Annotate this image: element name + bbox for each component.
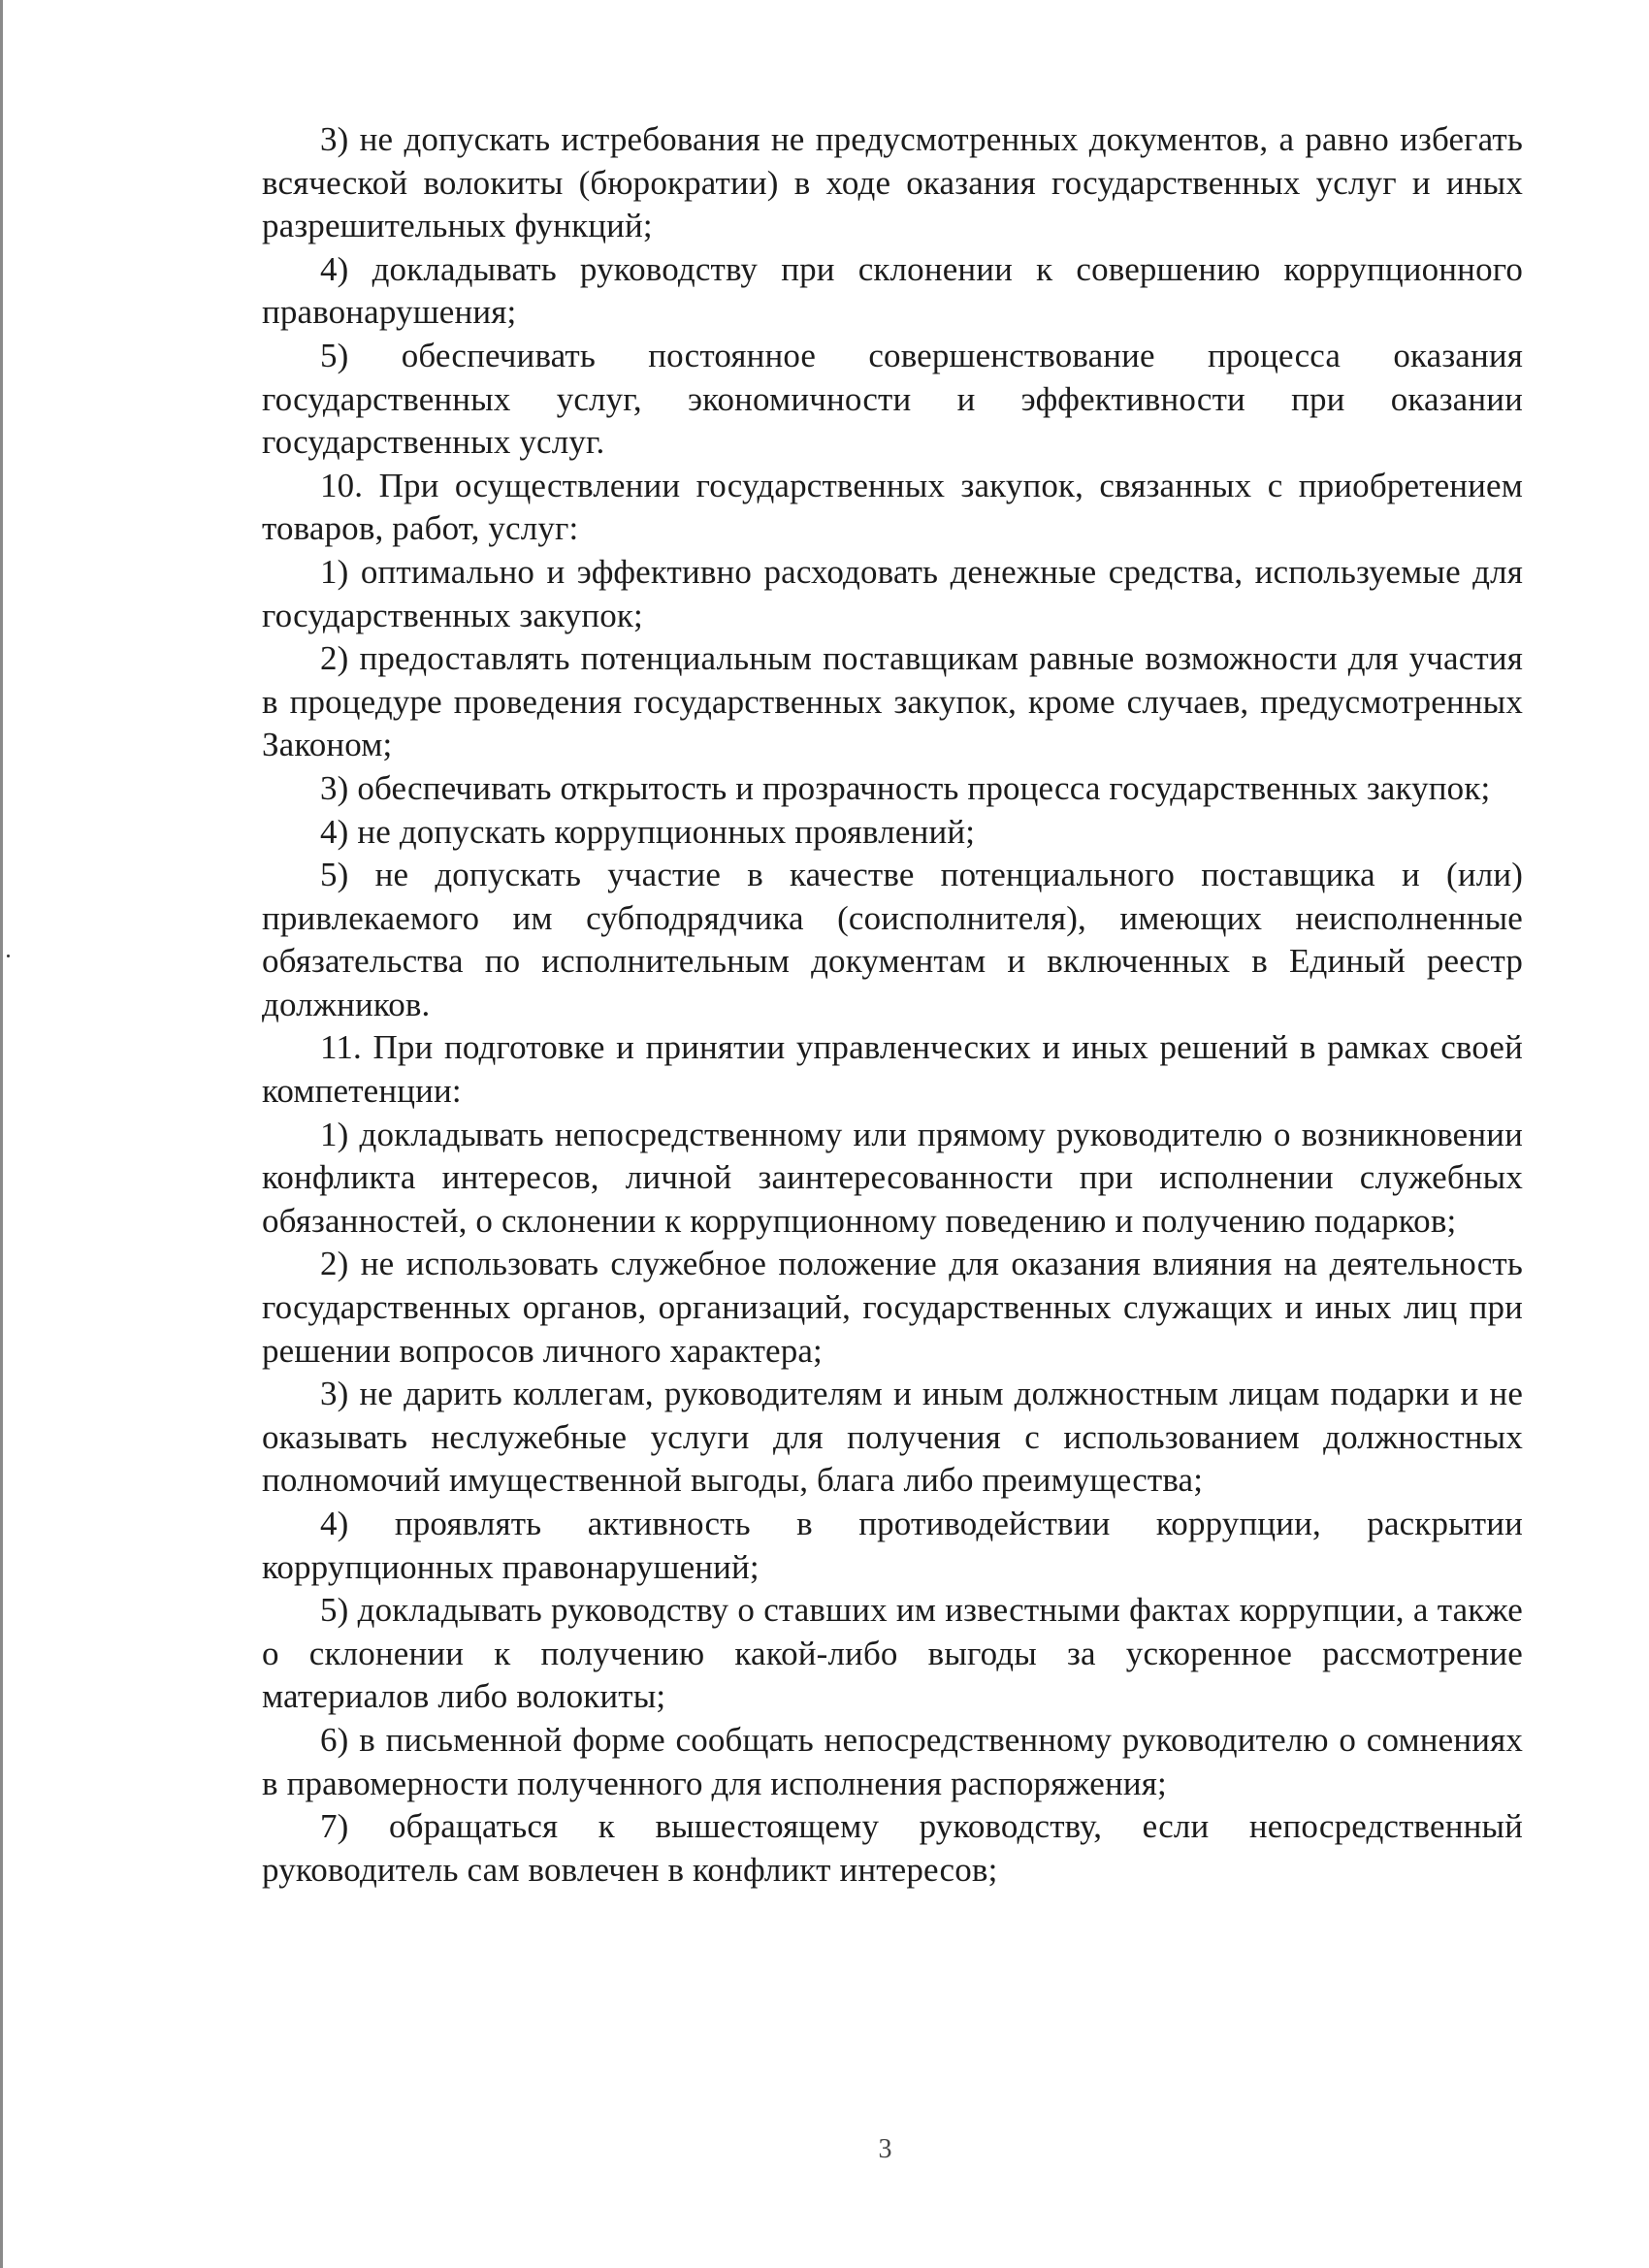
paragraph-9-4: 4) докладывать руководству при склонении к совершению коррупционного правонарушения; — [262, 249, 1523, 332]
paragraph-11-6: 6) в письменной форме сообщать непосредственному руководителю о сомнениях в правомерности полученного для исполнения распоряжения; — [262, 1720, 1523, 1802]
paragraph-9-3: 3) не допускать истребования не предусмотренных документов, а равно избегать всяческой волокиты (бюрократии) в ходе оказания государственных услуг и иных разрешительных функций; — [262, 120, 1523, 245]
section-11-heading: 11. При подготовке и принятии управленческих и иных решений в рамках своей компетенции: — [262, 1028, 1523, 1111]
paragraph-9-5: 5) обеспечивать постоянное совершенствование процесса оказания государственных услуг, экономичности и эффективности при оказании государственных услуг. — [262, 336, 1523, 462]
paragraph-11-1: 1) докладывать непосредственному или прямому руководителю о возникновении конфликта интересов, личной заинтересованности при исполнении служебных обязанностей, о склонении к коррупционному поведению и получению подарков; — [262, 1115, 1523, 1240]
section-10-heading: 10. При осуществлении государственных закупок, связанных с приобретением товаров, работ, услуг: — [262, 466, 1523, 548]
paragraph-10-2: 2) предоставлять потенциальным поставщикам равные возможности для участия в процедуре проведения государственных закупок, кроме случаев, предусмотренных Законом; — [262, 639, 1523, 764]
scan-margin-mark — [7, 955, 10, 957]
page-number: 3 — [878, 2134, 892, 2164]
paragraph-10-3: 3) обеспечивать открытость и прозрачность процесса государственных закупок; — [320, 768, 1491, 807]
paragraph-11-3: 3) не дарить коллегам, руководителям и иным должностным лицам подарки и не оказывать неслужебные услуги для получения с использованием должностных полномочий имущественной выгоды, блага либо преимущества; — [262, 1375, 1523, 1500]
paragraph-11-5: 5) докладывать руководству о ставших им известными фактах коррупции, а также о склонении к получению какой-либо выгоды за ускоренное рассмотрение материалов либо волокиты; — [262, 1591, 1523, 1716]
paragraph-11-2: 2) не использовать служебное положение для оказания влияния на деятельность государственных органов, организаций, государственных служащих и иных лиц при решении вопросов личного характера; — [262, 1245, 1523, 1370]
page-edge — [0, 0, 3, 2268]
paragraph-11-7: 7) обращаться к вышестоящему руководству, если непосредственный руководитель сам вовлечен в конфликт интересов; — [262, 1807, 1523, 1889]
paragraph-10-4: 4) не допускать коррупционных проявлений; — [320, 812, 976, 851]
paragraph-10-1: 1) оптимально и эффективно расходовать денежные средства, используемые для государственных закупок; — [262, 552, 1523, 634]
paragraph-10-5: 5) не допускать участие в качестве потенциального поставщика и (или) привлекаемого им субподрядчика (соисполнителя), имеющих неисполненные обязательства по исполнительным документам и включенных в Единый реестр должников. — [262, 856, 1523, 1023]
paragraph-11-4: 4) проявлять активность в противодействии коррупции, раскрытии коррупционных правонарушений; — [262, 1505, 1523, 1586]
document-body — [262, 118, 1523, 1892]
